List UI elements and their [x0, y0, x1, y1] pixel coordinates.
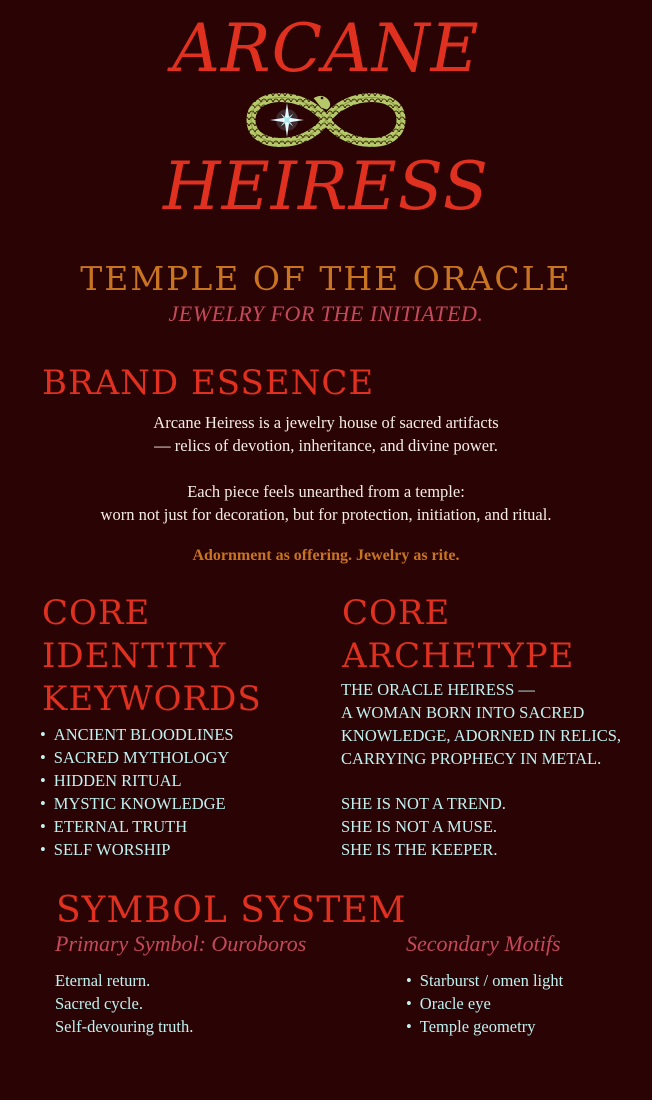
list-item: • MYSTIC KNOWLEDGE	[40, 792, 234, 815]
brand-essence-paragraph-1	[0, 411, 652, 457]
list-item: • ETERNAL TRUTH	[40, 815, 234, 838]
symbol-system-heading: SYMBOL SYSTEM	[56, 890, 407, 931]
primary-symbol-line: Self-devouring truth.	[55, 1017, 194, 1036]
archetype-description	[341, 678, 621, 770]
logo-word-arcane: ARCANE	[172, 10, 480, 87]
archetype-statement: SHE IS NOT A MUSE.	[341, 817, 498, 836]
archetype-line: KNOWLEDGE, ADORNED IN RELICS,	[341, 726, 622, 745]
list-item: • ANCIENT BLOODLINES	[40, 723, 234, 746]
keywords-heading	[42, 592, 262, 721]
ouroboros-infinity-starburst-icon	[243, 84, 409, 156]
keywords-list	[40, 723, 234, 861]
keywords-heading-line2: IDENTITY	[42, 636, 227, 676]
secondary-motifs-list	[406, 969, 563, 1038]
logo-word-heiress: HEIRESS	[163, 148, 489, 225]
brand-essence-p2-line2: worn not just for decoration, but for protection, initiation, and ritual.	[100, 505, 552, 524]
keywords-heading-line1: CORE	[42, 593, 151, 633]
keywords-heading-line3: KEYWORDS	[42, 679, 262, 719]
brand-essence-p1-line1: Arcane Heiress is a jewelry house of sacred artifacts	[153, 413, 499, 432]
list-item: • Temple geometry	[406, 1015, 563, 1038]
archetype-line: THE ORACLE HEIRESS —	[341, 680, 535, 699]
brand-essence-heading: BRAND ESSENCE	[42, 363, 375, 403]
brand-essence-paragraph-2	[0, 480, 652, 526]
list-item: • SELF WORSHIP	[40, 838, 234, 861]
archetype-line: CARRYING PROPHECY IN METAL.	[341, 749, 602, 768]
archetype-statement: SHE IS THE KEEPER.	[341, 840, 498, 859]
primary-symbol-line: Eternal return.	[55, 971, 151, 990]
secondary-motifs-label: Secondary Motifs	[406, 931, 561, 956]
archetype-line: A WOMAN BORN INTO SACRED	[341, 703, 585, 722]
archetype-heading-line1: CORE	[342, 593, 451, 633]
brand-tagline: Adornment as offering. Jewelry as rite.	[192, 547, 460, 564]
archetype-statement: SHE IS NOT A TREND.	[341, 794, 506, 813]
list-item: • SACRED MYTHOLOGY	[40, 746, 234, 769]
archetype-statements	[341, 792, 506, 861]
list-item: • HIDDEN RITUAL	[40, 769, 234, 792]
brand-essence-p2-line1: Each piece feels unearthed from a temple:	[187, 482, 465, 501]
archetype-heading	[342, 592, 574, 678]
list-item: • Oracle eye	[406, 992, 563, 1015]
primary-symbol-label: Primary Symbol: Ouroboros	[55, 931, 307, 956]
archetype-heading-line2: ARCHETYPE	[342, 636, 575, 676]
temple-title: TEMPLE OF THE ORACLE	[80, 259, 572, 298]
primary-symbol-lines	[55, 969, 193, 1038]
temple-subtitle: JEWELRY FOR THE INITIATED.	[168, 301, 484, 326]
brand-essence-p1-line2: — relics of devotion, inheritance, and divine power.	[154, 436, 498, 455]
primary-symbol-line: Sacred cycle.	[55, 994, 143, 1013]
list-item: • Starburst / omen light	[406, 969, 563, 992]
